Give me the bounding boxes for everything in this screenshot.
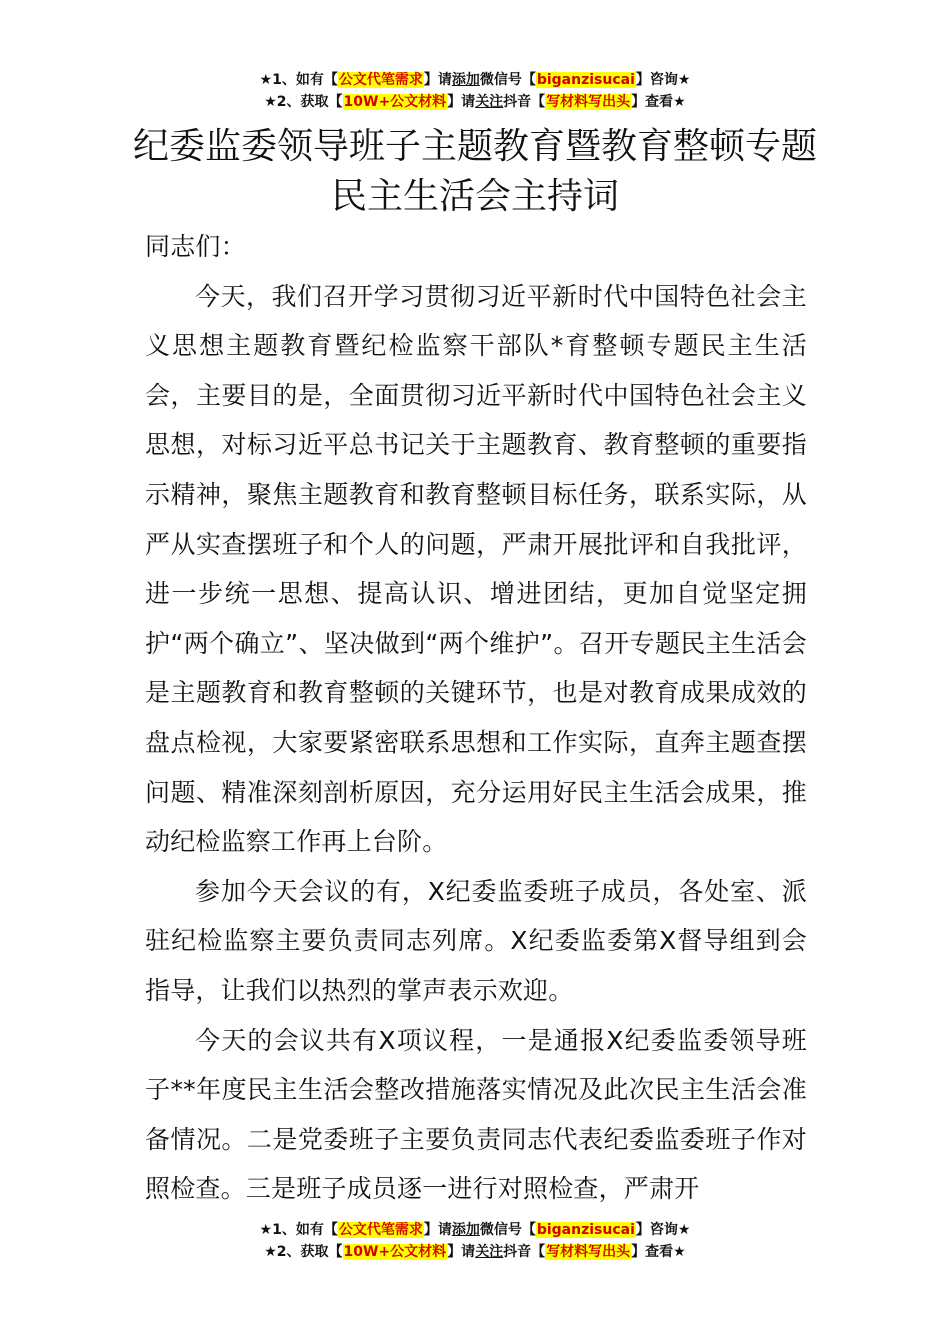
paragraph-3: 今天的会议共有X项议程，一是通报X纪委监委领导班子**年度民主生活会整改措施落实情况及此次民主生活会准备情况。二是党委班子主要负责同志代表纪委监委班子作对照检查。三是班子成员逐一进行对照检查，严肃开 [145, 1025, 807, 1204]
banner-text: ★2、获取【 [264, 94, 343, 110]
banner-text: 】请 [423, 1222, 452, 1238]
banner-text: 微信号【 [479, 1222, 536, 1238]
header-banner-line-2 [0, 91, 950, 113]
footer-banner-line-2 [0, 1241, 950, 1263]
document-body [145, 222, 807, 1214]
banner-highlight: biganzisucai [536, 72, 635, 88]
banner-text: 】查看★ [631, 1244, 686, 1260]
footer-banner [0, 1219, 950, 1263]
banner-highlight: biganzisucai [536, 1222, 635, 1238]
banner-underline: 关注 [475, 1244, 504, 1260]
banner-text: 】咨询★ [635, 72, 691, 88]
banner-highlight: 10W+公文材料 [343, 94, 447, 110]
banner-highlight: 写材料写出头 [546, 94, 631, 110]
banner-underline: 关注 [475, 94, 504, 110]
banner-highlight: 公文代笔需求 [338, 1222, 423, 1238]
banner-text: 抖音【 [503, 94, 546, 110]
banner-text: 】请 [423, 72, 452, 88]
banner-text: ★1、如有【 [259, 72, 338, 88]
header-banner-line-1 [0, 69, 950, 91]
banner-text: ★2、获取【 [264, 1244, 343, 1260]
banner-underline: 添加 [451, 1222, 480, 1238]
banner-text: 抖音【 [503, 1244, 546, 1260]
salutation: 同志们： [145, 232, 246, 261]
banner-text: 】请 [447, 1244, 476, 1260]
banner-text: 】咨询★ [635, 1222, 691, 1238]
header-banner [0, 69, 950, 113]
banner-underline: 添加 [451, 72, 480, 88]
footer-banner-line-1 [0, 1219, 950, 1241]
banner-text: 】查看★ [631, 94, 686, 110]
banner-highlight: 公文代笔需求 [338, 72, 423, 88]
paragraph-2: 参加今天会议的有，X纪委监委班子成员，各处室、派驻纪检监察主要负责同志列席。X纪委监委第X督导组到会指导，让我们以热烈的掌声表示欢迎。 [145, 876, 807, 1005]
banner-text: ★1、如有【 [259, 1222, 338, 1238]
banner-highlight: 写材料写出头 [546, 1244, 631, 1260]
banner-highlight: 10W+公文材料 [343, 1244, 447, 1260]
banner-text: 微信号【 [479, 72, 536, 88]
document-title: 纪委监委领导班子主题教育暨教育整顿专题民主生活会主持词 [132, 126, 817, 217]
paragraph-1: 今天，我们召开学习贯彻习近平新时代中国特色社会主义思想主题教育暨纪检监察干部队*育整顿专题民主生活会，主要目的是，全面贯彻习近平新时代中国特色社会主义思想，对标习近平总书记关于主题教育、教育整顿的重要指示精神，聚焦主题教育和教育整顿目标任务，联系实际，从严从实查摆班子和个人的问题，严肃开展批评和自我批评，进一步统一思想、提高认识、增进团结，更加自觉坚定拥护“两个确立”、坚决做到“两个维护”。召开专题民主生活会是主题教育和教育整顿的关键环节，也是对教育成果成效的盘点检视，大家要紧密联系思想和工作实际，直奔主题查摆问题、精准深刻剖析原因，充分运用好民主生活会成果，推动纪检监察工作再上台阶。 [145, 281, 807, 857]
banner-text: 】请 [447, 94, 476, 110]
